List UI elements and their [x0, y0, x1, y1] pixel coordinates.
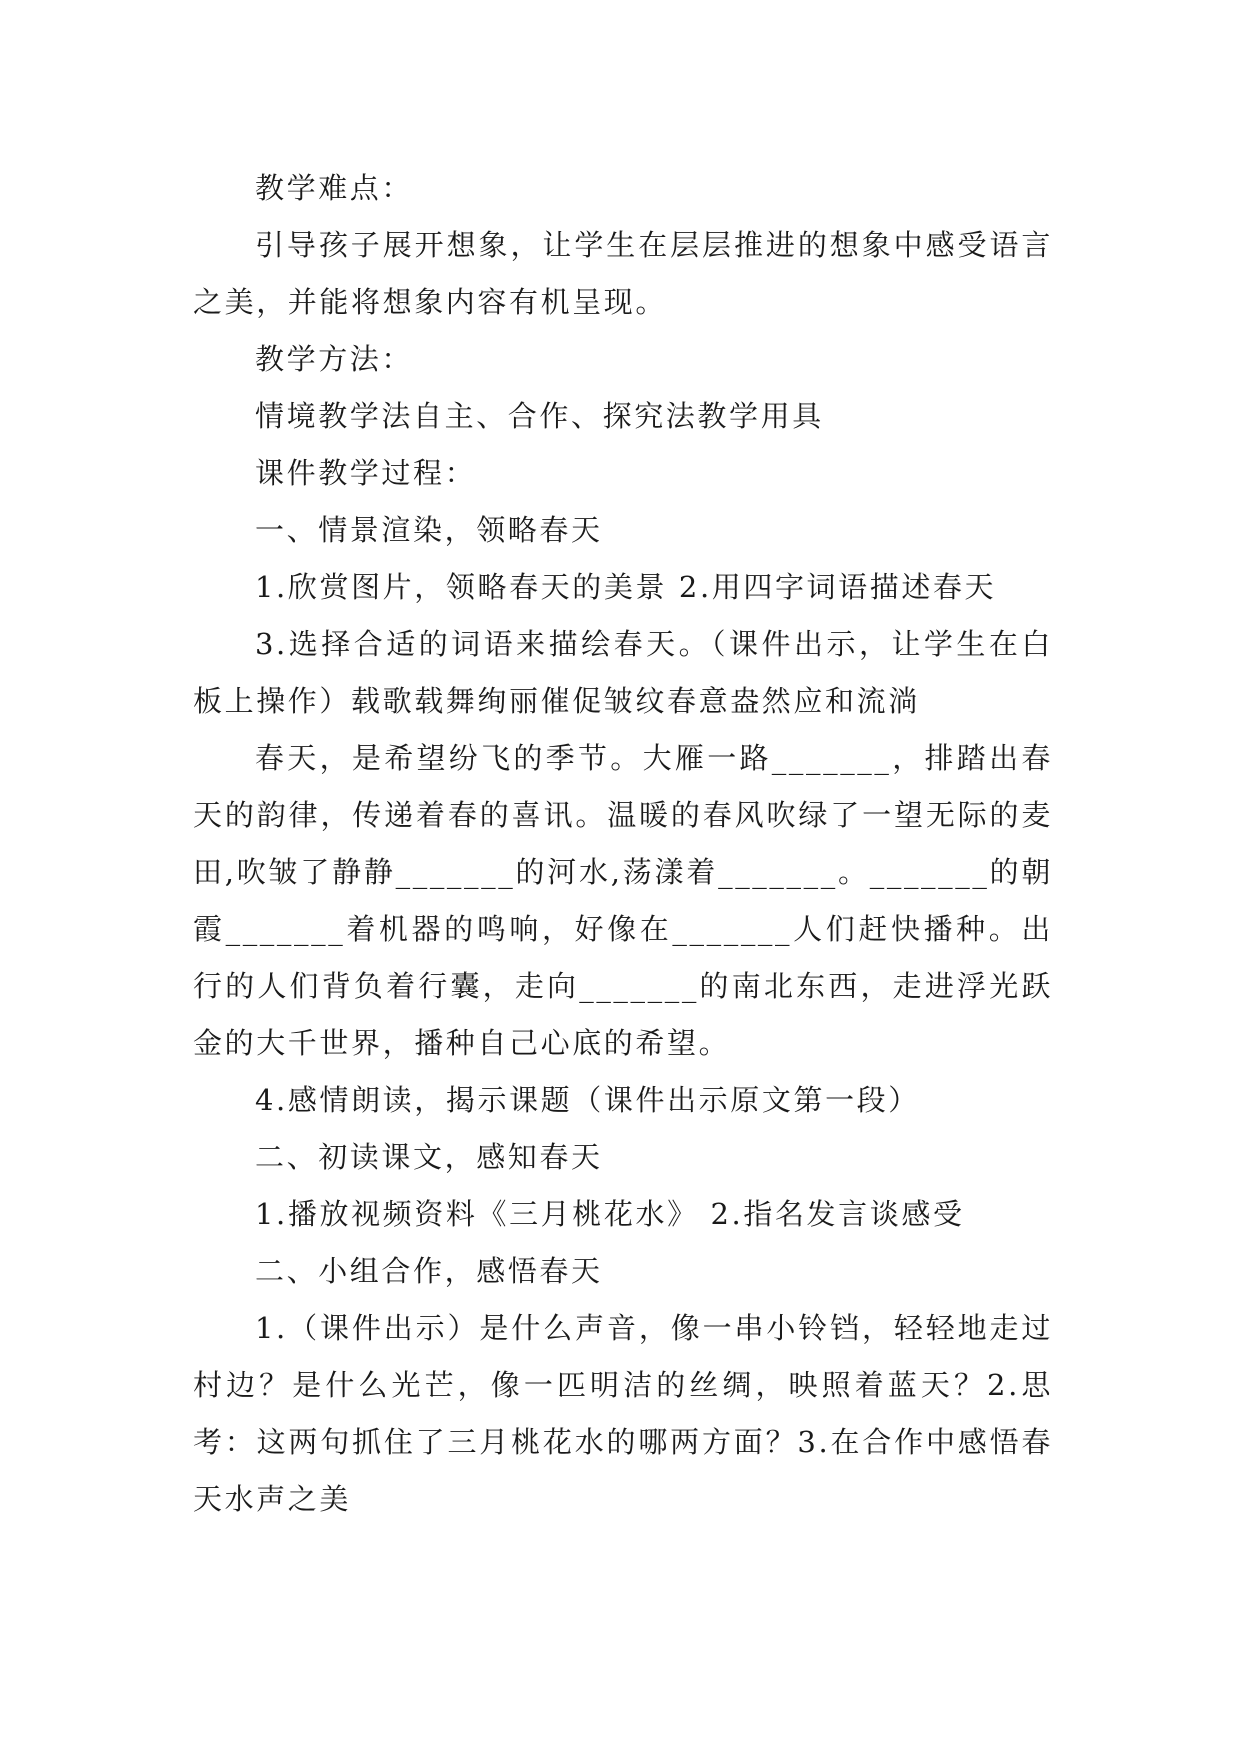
paragraph-step-1-2: 1.欣赏图片，领略春天的美景 2.用四字词语描述春天: [255, 570, 997, 604]
section-heading-two: 二、初读课文，感知春天: [255, 1140, 603, 1174]
heading-teaching-methods: 教学方法：: [255, 342, 414, 376]
heading-teaching-process: 课件教学过程：: [255, 456, 477, 490]
heading-teaching-difficulties: 教学难点：: [255, 171, 414, 205]
paragraph-methods-content: 情境教学法自主、合作、探究法教学用具: [255, 399, 824, 433]
section-heading-one: 一、情景渲染，领略春天: [255, 513, 603, 547]
document-page: [193, 160, 1053, 1528]
paragraph-step-4: 4.感情朗读，揭示课题（课件出示原文第一段）: [255, 1083, 920, 1117]
paragraph-difficulties-content: 引导孩子展开想象，让学生在层层推进的想象中感受语言之美，并能将想象内容有机呈现。: [193, 228, 1053, 319]
section-heading-three: 二、小组合作，感悟春天: [255, 1254, 603, 1288]
paragraph-fill-in-blanks: 春天，是希望纷飞的季节。大雁一路_______，排踏出春天的韵律，传递着春的喜讯。温暖的春风吹绿了一望无际的麦田,吹皱了静静_______的河水,荡漾着_______。_______的朝霞_______着机器的鸣响，好像在_______人们赶快播种。出行的人们背负着行囊，走向_______的南北东西，走进浮光跃金的大千世界，播种自己心底的希望。: [193, 741, 1053, 1060]
paragraph-video-steps: 1.播放视频资料《三月桃花水》 2.指名发言谈感受: [255, 1197, 965, 1231]
paragraph-group-steps: 1.（课件出示）是什么声音，像一串小铃铛，轻轻地走过村边？是什么光芒，像一匹明洁的丝绸，映照着蓝天？2.思考：这两句抓住了三月桃花水的哪两方面？3.在合作中感悟春天水声之美: [193, 1311, 1053, 1516]
paragraph-step-3: 3.选择合适的词语来描绘春天。（课件出示，让学生在白板上操作）载歌载舞绚丽催促皱纹春意盎然应和流淌: [193, 627, 1053, 718]
